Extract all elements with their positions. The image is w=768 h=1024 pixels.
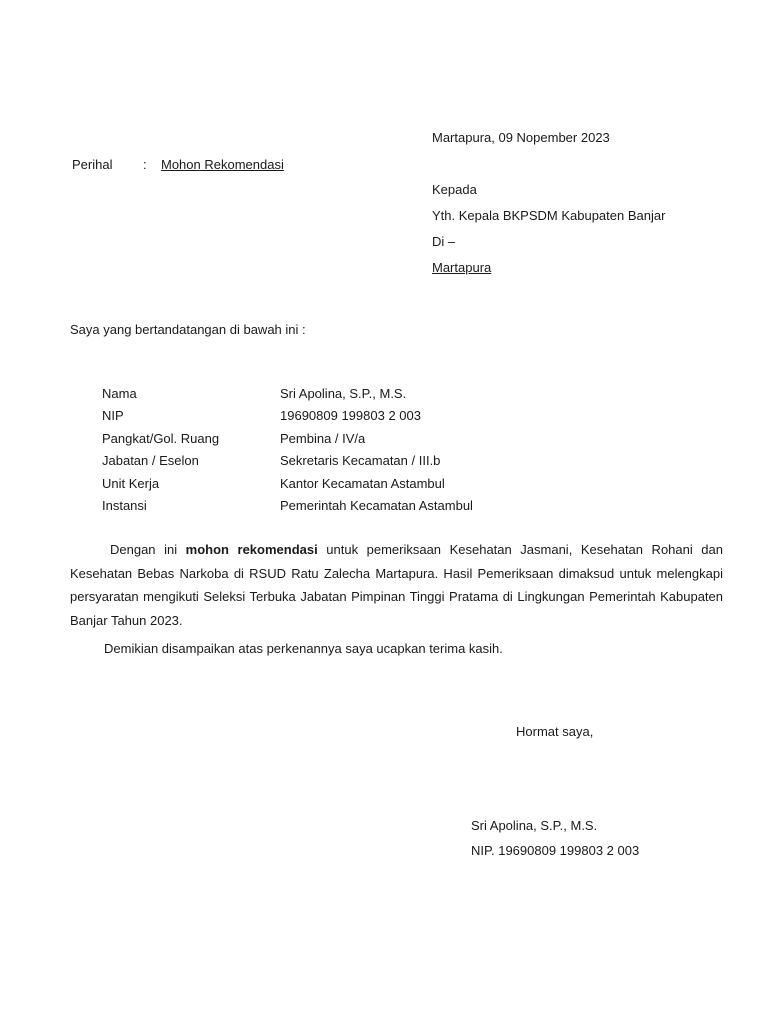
identity-row: [102, 498, 473, 520]
identity-value: 19690809 199803 2 003: [280, 408, 421, 424]
identity-label: Instansi: [102, 497, 147, 513]
identity-value: Pemerintah Kecamatan Astambul: [280, 497, 473, 513]
salutation: Hormat saya,: [516, 724, 594, 739]
identity-row: [102, 408, 473, 430]
identity-label: Jabatan / Eselon: [102, 453, 199, 469]
intro-text: Saya yang bertandatangan di bawah ini :: [70, 322, 306, 337]
subject-value: Mohon Rekomendasi: [161, 157, 284, 172]
identity-label: Unit Kerja: [102, 475, 160, 491]
identity-row: [102, 386, 473, 408]
body-text-before: Dengan ini: [110, 542, 186, 557]
body-text-after: untuk pemeriksaan Kesehatan Jasmani, Kesehatan Rohani dan Kesehatan Bebas Narkoba di RSUD Ratu Zalecha Martapura. Hasil Pemeriksaan dimaksud untuk melengkapi persyaratan mengikuti Seleksi Terbuka Jabatan Pimpinan Tinggi Pratama di Lingkungan Pemerintah Kabupaten Banjar Tahun 2023.: [70, 542, 723, 628]
subject-label: Perihal: [72, 157, 113, 172]
recipient-di: Di –: [432, 234, 456, 249]
identity-label: NIP: [102, 408, 124, 424]
place-date: Martapura, 09 Nopember 2023: [432, 130, 610, 145]
identity-row: [102, 453, 473, 475]
subject-colon: :: [143, 157, 147, 172]
identity-label: Pangkat/Gol. Ruang: [102, 430, 220, 446]
recipient-city: Martapura: [432, 260, 492, 275]
identity-value: Pembina / IV/a: [280, 430, 366, 446]
body-text-bold: mohon rekomendasi: [185, 542, 318, 557]
closing-text: Demikian disampaikan atas perkenannya saya ucapkan terima kasih.: [104, 641, 503, 656]
signer-nip: NIP. 19690809 199803 2 003: [471, 843, 640, 858]
identity-row: [102, 431, 473, 453]
signer-name: Sri Apolina, S.P., M.S.: [471, 818, 598, 833]
identity-value: Kantor Kecamatan Astambul: [280, 475, 445, 491]
identity-value: Sekretaris Kecamatan / III.b: [280, 453, 441, 469]
identity-value: Sri Apolina, S.P., M.S.: [280, 386, 407, 401]
body-paragraph: [70, 538, 723, 632]
recipient-name: Yth. Kepala BKPSDM Kabupaten Banjar: [432, 208, 666, 223]
identity-table: [102, 386, 473, 520]
recipient-kepada: Kepada: [432, 182, 477, 197]
identity-label: Nama: [102, 386, 137, 401]
identity-row: [102, 476, 473, 498]
